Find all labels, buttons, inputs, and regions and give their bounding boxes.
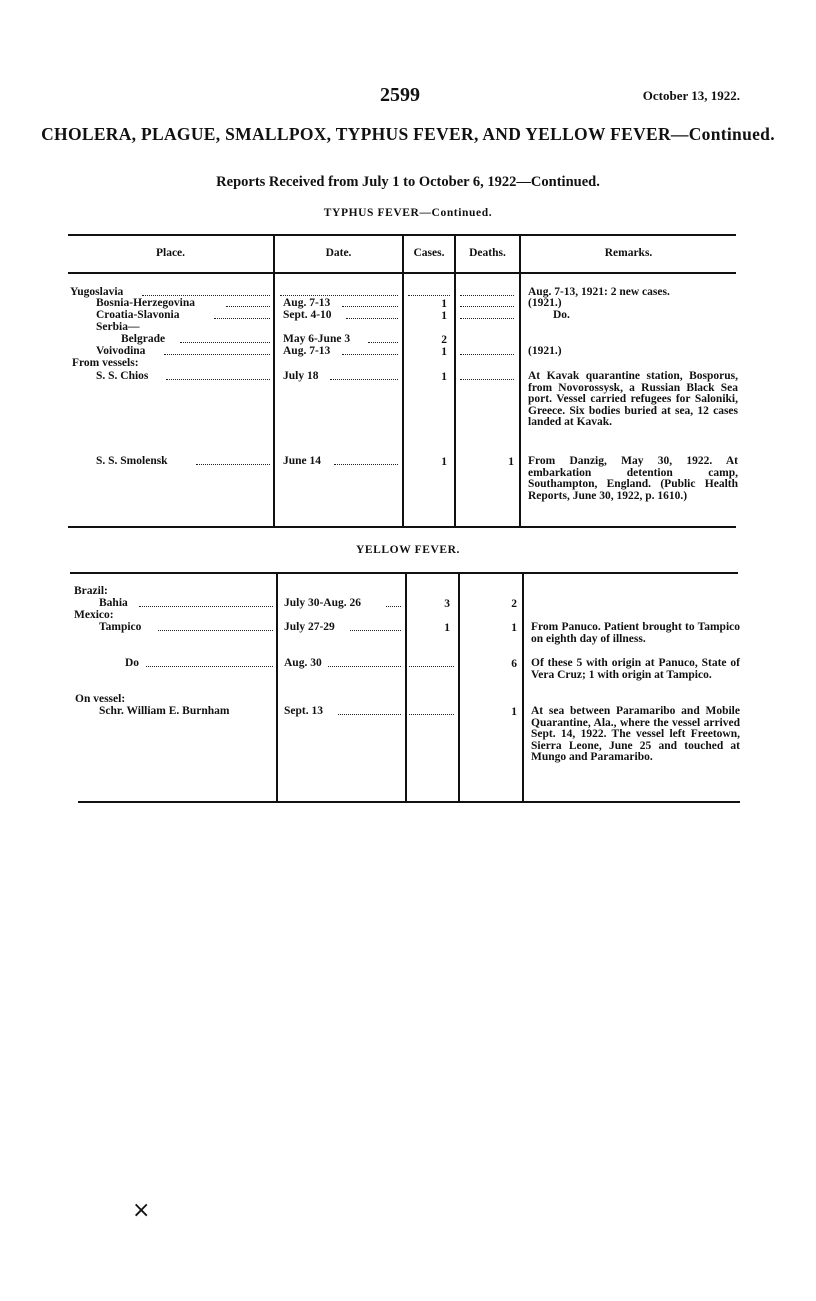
leader-dots <box>386 598 401 607</box>
leader-dots <box>368 334 398 343</box>
leader-dots <box>460 371 514 380</box>
typhus-place-from-vessels: From vessels: <box>72 357 139 369</box>
typhus-place-chios: S. S. Chios <box>96 370 149 382</box>
yellow-date-bahia: July 30-Aug. 26 <box>284 597 361 609</box>
typhus-deaths-smolensk: 1 <box>508 456 514 468</box>
typhus-cases-chios: 1 <box>441 371 447 383</box>
yellow-place-burnham: Schr. William E. Burnham <box>99 705 230 717</box>
typhus-col-divider-1 <box>273 236 275 526</box>
yellow-cases-tampico: 1 <box>444 622 450 634</box>
leader-dots <box>409 706 454 715</box>
typhus-place-serbia: Serbia— <box>96 321 140 333</box>
typhus-remarks-smolensk: From Danzig, May 30, 1922. At embarkation detention camp, Southampton, England. (Public Health Reports, June 30, 1922, p. 1610.) <box>528 455 738 502</box>
typhus-remarks-croatia: Do. <box>553 309 570 321</box>
typhus-date-croatia: Sept. 4-10 <box>283 309 332 321</box>
leader-dots <box>346 310 398 319</box>
typhus-place-yugoslavia: Yugoslavia <box>70 286 124 298</box>
yellow-place-bahia: Bahia <box>99 597 128 609</box>
document-title: CHOLERA, PLAGUE, SMALLPOX, TYPHUS FEVER, AND YELLOW FEVER—Continued. <box>41 124 775 144</box>
typhus-header-date: Date. <box>325 247 352 259</box>
typhus-date-voivodina: Aug. 7-13 <box>283 345 331 357</box>
typhus-date-belgrade: May 6-June 3 <box>283 333 351 345</box>
leader-dots <box>328 658 401 667</box>
leader-dots <box>409 658 454 667</box>
leader-dots <box>214 310 270 319</box>
yellow-col-divider-1 <box>276 574 278 801</box>
page-date: October 13, 1922. <box>642 88 740 103</box>
leader-dots <box>330 371 398 380</box>
yellow-col-divider-2 <box>405 574 407 801</box>
yellow-table-bottom-rule <box>78 801 740 803</box>
leader-dots <box>342 298 398 307</box>
leader-dots <box>180 334 270 343</box>
leader-dots <box>408 287 450 296</box>
typhus-header-remarks: Remarks. <box>604 247 653 259</box>
typhus-remarks-yugoslavia: Aug. 7-13, 1921: 2 new cases. <box>528 286 670 298</box>
yellow-date-burnham: Sept. 13 <box>284 705 323 717</box>
typhus-date-smolensk: June 14 <box>283 455 322 467</box>
yellow-deaths-burnham: 1 <box>511 706 517 718</box>
yellow-place-on-vessel: On vessel: <box>75 693 126 705</box>
typhus-col-divider-3 <box>454 236 456 526</box>
yellow-place-mexico: Mexico: <box>74 609 114 621</box>
typhus-col-divider-2 <box>402 236 404 526</box>
leader-dots <box>460 346 514 355</box>
leader-dots <box>350 622 401 631</box>
typhus-col-divider-4 <box>519 236 521 526</box>
typhus-remarks-bosnia: (1921.) <box>528 297 562 309</box>
typhus-cases-croatia: 1 <box>441 310 447 322</box>
typhus-cases-voivodina: 1 <box>441 346 447 358</box>
leader-dots <box>142 287 270 296</box>
typhus-table-bottom-rule <box>68 526 736 528</box>
leader-dots <box>460 287 514 296</box>
yellow-deaths-do: 6 <box>511 658 517 670</box>
leader-dots <box>342 346 398 355</box>
typhus-date-chios: July 18 <box>283 370 319 382</box>
leader-dots <box>280 287 398 296</box>
yellow-deaths-bahia: 2 <box>511 598 517 610</box>
leader-dots <box>338 706 401 715</box>
typhus-header-cases: Cases. <box>413 247 445 259</box>
typhus-header-place: Place. <box>155 247 186 259</box>
yellow-remarks-do: Of these 5 with origin at Panuco, State of Vera Cruz; 1 with origin at Tampico. <box>531 657 740 681</box>
yellow-date-tampico: July 27-29 <box>284 621 335 633</box>
typhus-place-voivodina: Voivodina <box>96 345 146 357</box>
yellow-cases-bahia: 3 <box>444 598 450 610</box>
leader-dots <box>139 598 273 607</box>
leader-dots <box>166 371 270 380</box>
leader-dots <box>334 456 398 465</box>
yellow-deaths-tampico: 1 <box>511 622 517 634</box>
yellow-fever-section-heading: YELLOW FEVER. <box>355 544 461 556</box>
typhus-place-croatia: Croatia-Slavonia <box>96 309 180 321</box>
yellow-remarks-tampico: From Panuco. Patient brought to Tampico on eighth day of illness. <box>531 621 740 645</box>
leader-dots <box>164 346 270 355</box>
cross-mark: × <box>132 1198 151 1223</box>
typhus-cases-bosnia: 1 <box>441 298 447 310</box>
typhus-cases-smolensk: 1 <box>441 456 447 468</box>
leader-dots <box>460 298 514 307</box>
document-subtitle: Reports Received from July 1 to October 6, 1922—Continued. <box>216 174 600 190</box>
typhus-place-belgrade: Belgrade <box>121 333 166 345</box>
yellow-remarks-burnham: At sea between Paramaribo and Mobile Quarantine, Ala., where the vessel arrived Sept. 14, 1922. The vessel left Freetown, Sierra Leone, June 25 and touched at Mungo and Paramaribo. <box>531 705 740 763</box>
leader-dots <box>460 310 514 319</box>
leader-dots <box>196 456 270 465</box>
page-number: 2599 <box>380 84 420 106</box>
yellow-col-divider-4 <box>522 574 524 801</box>
yellow-place-do: Do <box>125 657 140 669</box>
yellow-place-tampico: Tampico <box>99 621 142 633</box>
typhus-place-bosnia: Bosnia-Herzegovina <box>96 297 196 309</box>
yellow-col-divider-3 <box>458 574 460 801</box>
yellow-place-brazil: Brazil: <box>74 585 108 597</box>
typhus-place-smolensk: S. S. Smolensk <box>96 455 168 467</box>
yellow-date-do: Aug. 30 <box>284 657 322 669</box>
typhus-header-deaths: Deaths. <box>469 247 506 259</box>
typhus-remarks-chios: At Kavak quarantine station, Bosporus, from Novorossysk, a Russian Black Sea port. Vessel carried refugees for Saloniki, Greece. Six bodies buried at sea, 12 cases landed at Kavak. <box>528 370 738 428</box>
leader-dots <box>146 658 273 667</box>
yellow-table-top-rule <box>70 572 738 574</box>
typhus-cases-belgrade: 2 <box>441 334 447 346</box>
typhus-remarks-voivodina: (1921.) <box>528 345 562 357</box>
leader-dots <box>158 622 273 631</box>
leader-dots <box>226 298 270 307</box>
typhus-section-heading: TYPHUS FEVER—Continued. <box>323 207 493 219</box>
typhus-date-bosnia: Aug. 7-13 <box>283 297 331 309</box>
